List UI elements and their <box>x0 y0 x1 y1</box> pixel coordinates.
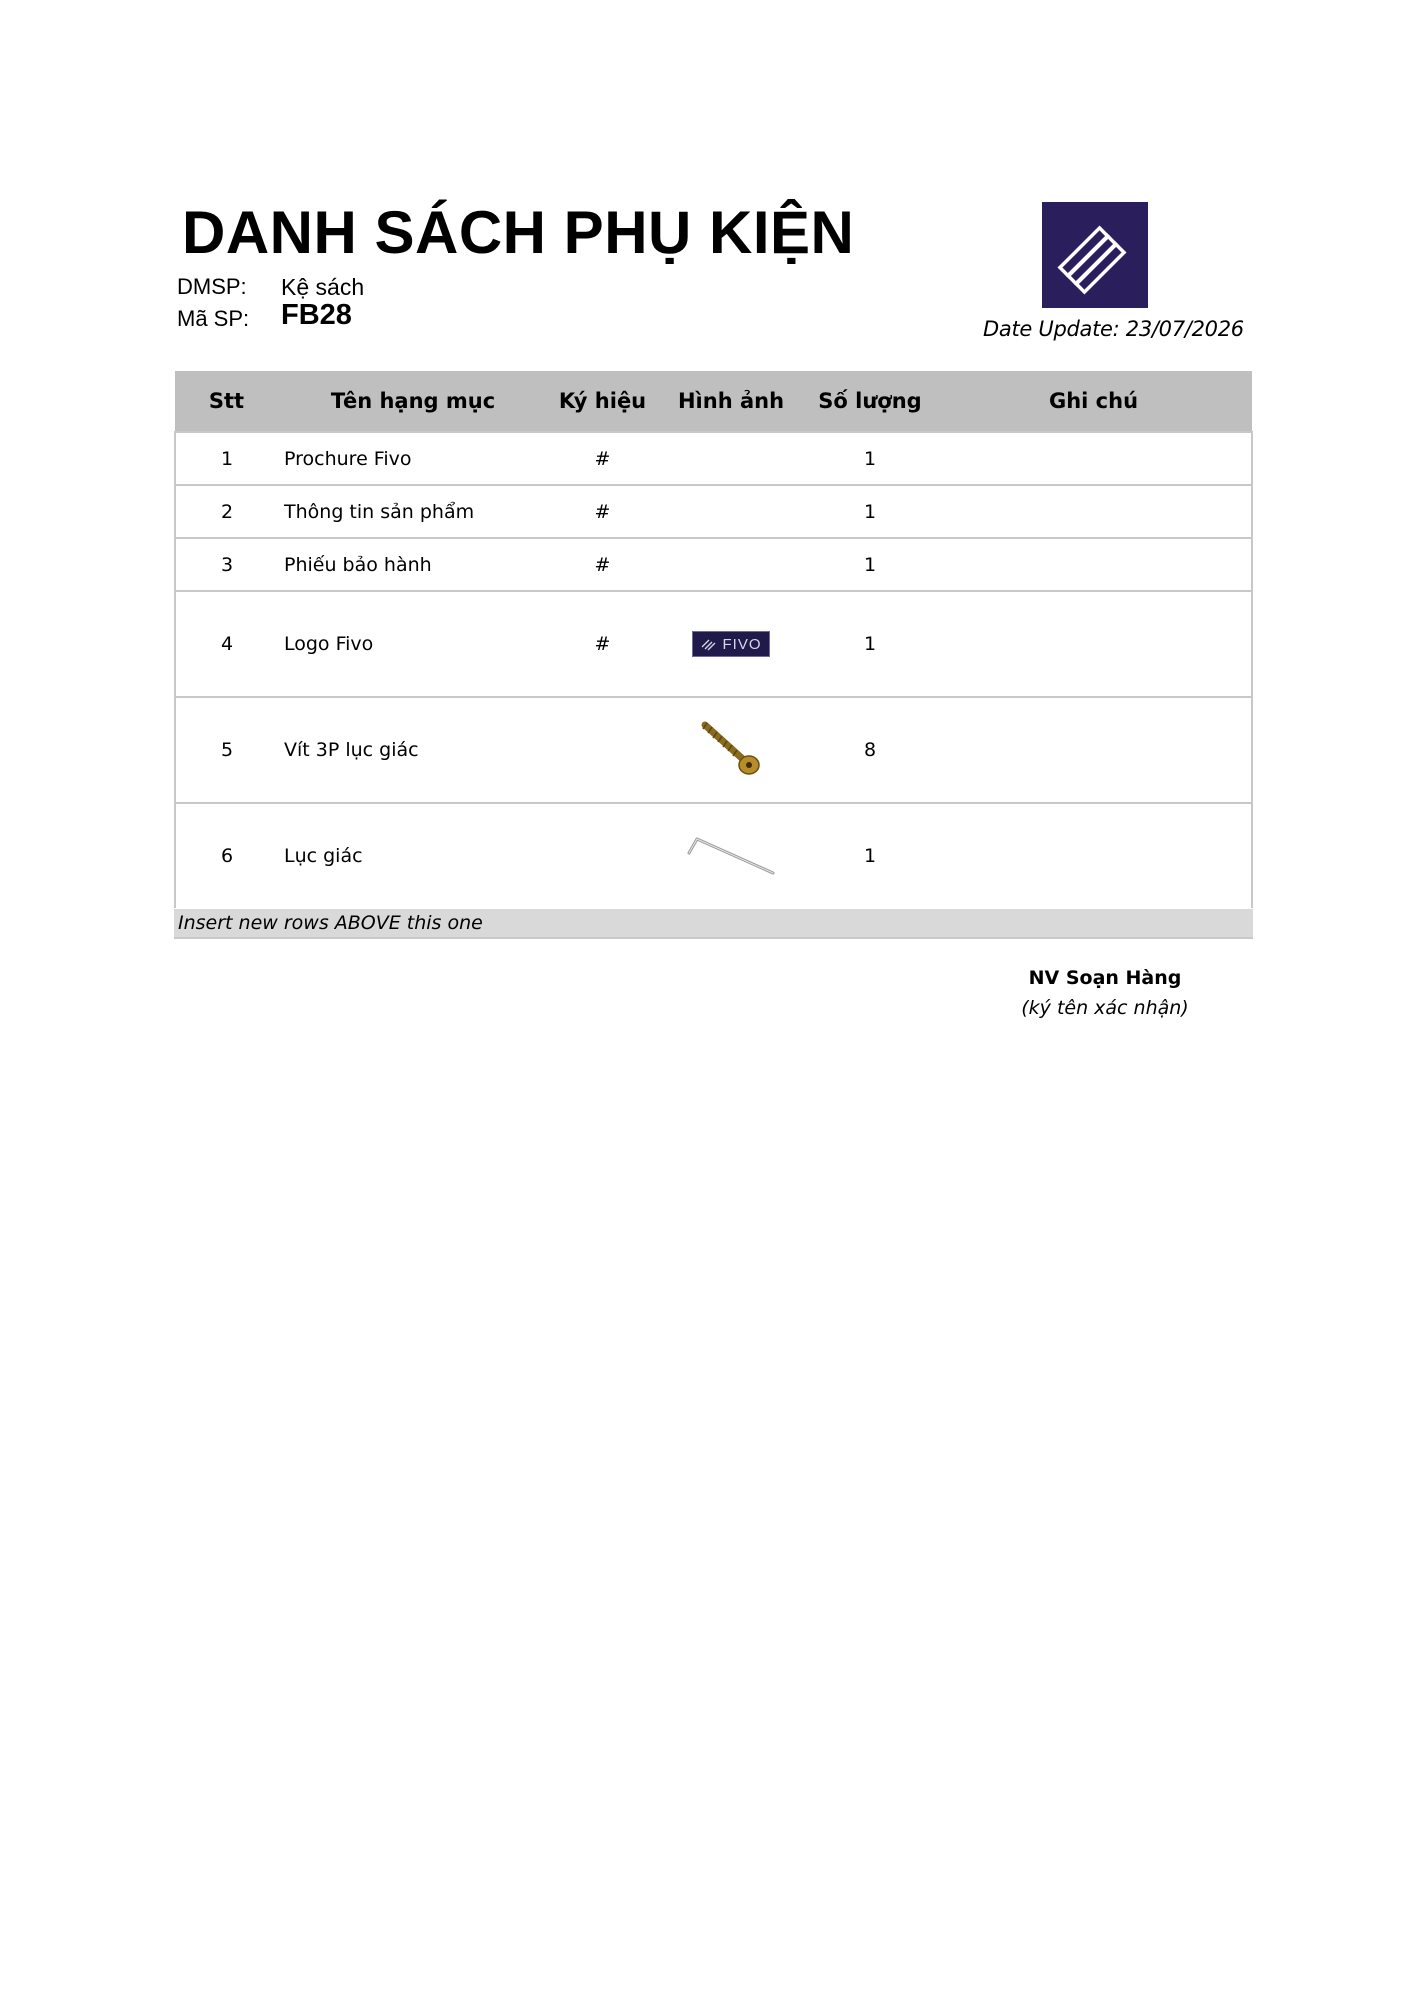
header-stt: Stt <box>175 371 278 432</box>
row-stt: 3 <box>175 538 278 591</box>
row-symbol: # <box>548 538 657 591</box>
row-note <box>935 591 1252 697</box>
row-note <box>935 432 1252 485</box>
row-stt: 4 <box>175 591 278 697</box>
screw-image <box>691 715 771 781</box>
page-title: DANH SÁCH PHỤ KIỆN <box>182 199 855 266</box>
row-stt: 1 <box>175 432 278 485</box>
row-symbol <box>548 803 657 908</box>
signature-note: (ký tên xác nhận) <box>1021 997 1189 1019</box>
dmsp-label: DMSP: <box>177 274 247 299</box>
row-name: Prochure Fivo <box>278 432 548 485</box>
row-quantity: 1 <box>805 803 935 908</box>
row-quantity: 1 <box>805 538 935 591</box>
masp-label: Mã SP: <box>177 306 250 331</box>
row-name: Phiếu bảo hành <box>278 538 548 591</box>
row-stt: 2 <box>175 485 278 538</box>
signature-title: NV Soạn Hàng <box>1028 967 1182 989</box>
row-note <box>935 697 1252 803</box>
table-row <box>175 538 1252 591</box>
fivo-logo-text: FIVO <box>722 635 762 653</box>
row-symbol: # <box>548 485 657 538</box>
fivo-logo-image <box>692 631 770 657</box>
row-image <box>657 697 805 803</box>
header-image: Hình ảnh <box>657 371 805 432</box>
table-row <box>175 485 1252 538</box>
header-quantity: Số lượng <box>805 371 935 432</box>
row-quantity: 8 <box>805 697 935 803</box>
table-row <box>175 591 1252 697</box>
row-name: Thông tin sản phẩm <box>278 485 548 538</box>
table-row <box>175 432 1252 485</box>
row-note <box>935 538 1252 591</box>
header-note: Ghi chú <box>935 371 1252 432</box>
hex-key-image <box>683 829 779 879</box>
row-quantity: 1 <box>805 485 935 538</box>
insert-note-row: Insert new rows ABOVE this one <box>174 909 1253 939</box>
row-name: Vít 3P lục giác <box>278 697 548 803</box>
row-image <box>657 432 805 485</box>
row-name: Logo Fivo <box>278 591 548 697</box>
row-symbol: # <box>548 591 657 697</box>
row-quantity: 1 <box>805 432 935 485</box>
row-symbol <box>548 697 657 803</box>
row-image <box>657 803 805 908</box>
table-row <box>175 803 1252 908</box>
row-stt: 5 <box>175 697 278 803</box>
table-row <box>175 697 1252 803</box>
row-note <box>935 803 1252 908</box>
header-symbol: Ký hiệu <box>548 371 657 432</box>
accessory-table <box>174 371 1253 908</box>
row-stt: 6 <box>175 803 278 908</box>
row-quantity: 1 <box>805 591 935 697</box>
dmsp-value: Kệ sách <box>281 274 365 300</box>
fivo-mark-icon <box>700 637 718 651</box>
header-name: Tên hạng mục <box>278 371 548 432</box>
row-image <box>657 591 805 697</box>
row-image <box>657 485 805 538</box>
date-update: Date Update: 23/07/2026 <box>983 317 1244 341</box>
table-header-row <box>175 371 1252 432</box>
row-note <box>935 485 1252 538</box>
row-symbol: # <box>548 432 657 485</box>
masp-value: FB28 <box>281 299 352 331</box>
row-image <box>657 538 805 591</box>
fivo-logo-icon <box>1042 202 1148 308</box>
row-name: Lục giác <box>278 803 548 908</box>
